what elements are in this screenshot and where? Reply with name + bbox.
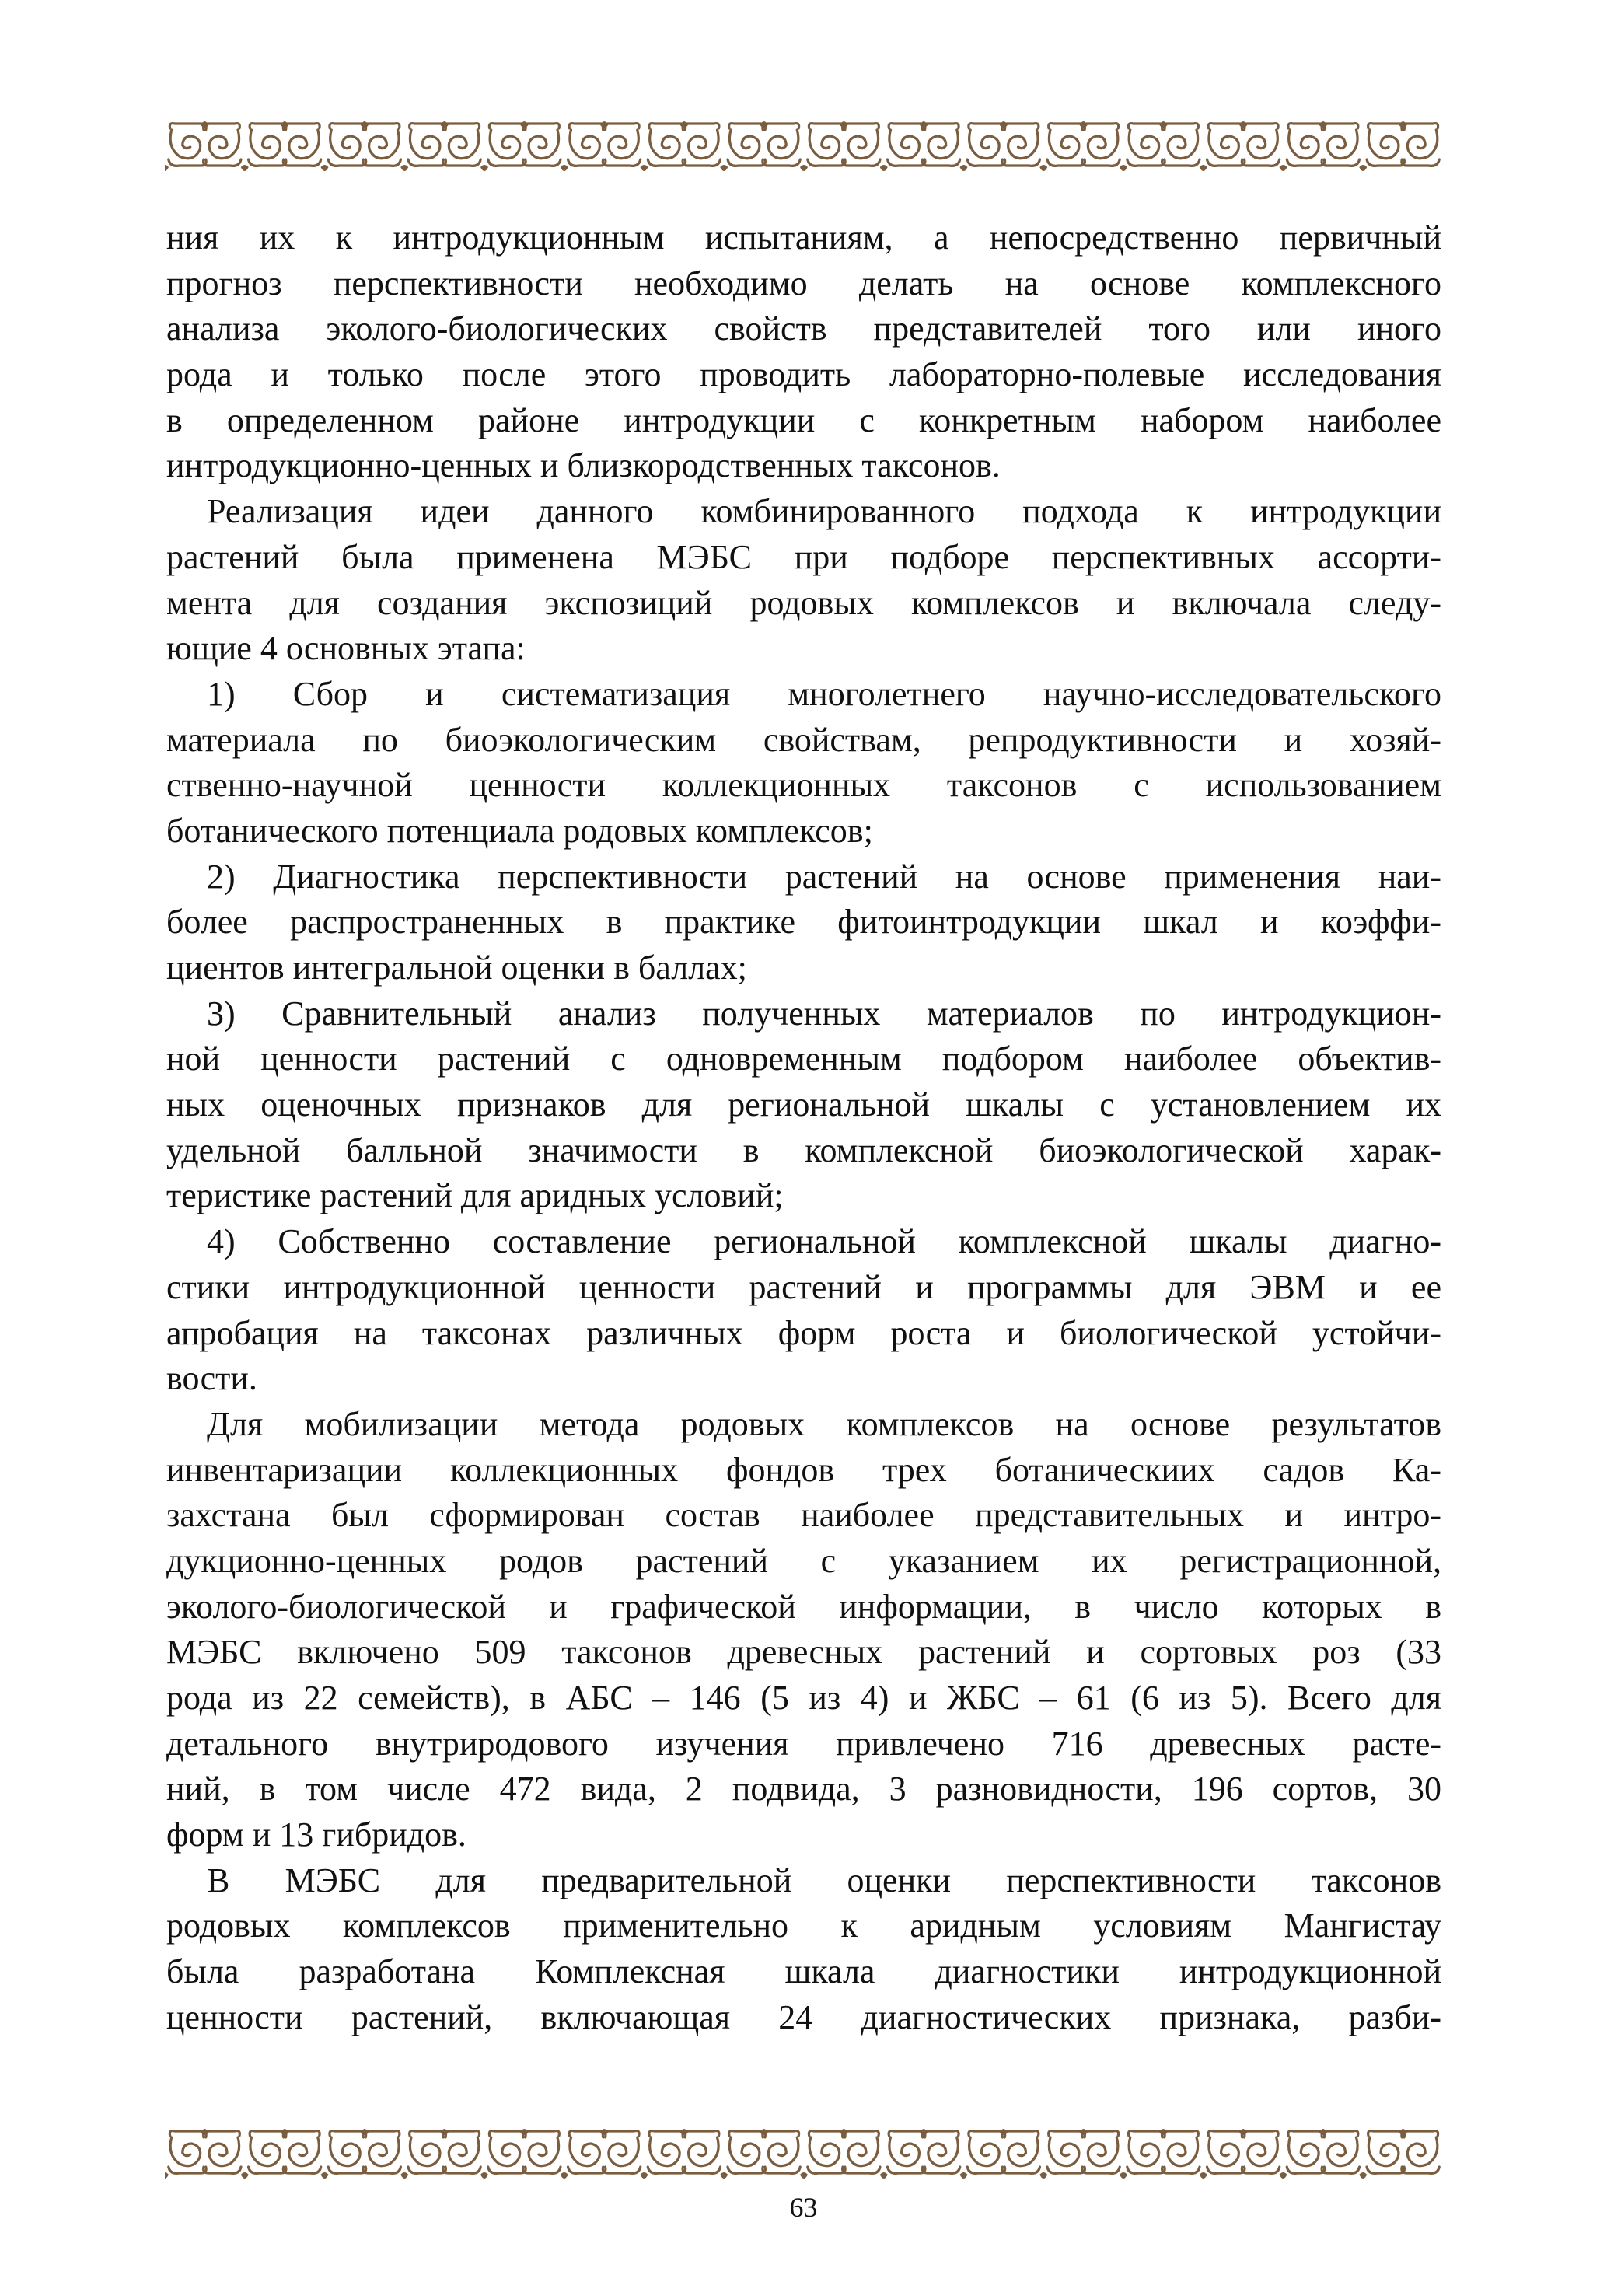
ornament-motif <box>1039 121 1120 171</box>
ornament-motif <box>1200 121 1280 171</box>
ornament-motif <box>641 121 721 171</box>
ornament-motif <box>241 121 321 171</box>
ornament-motif <box>1280 2129 1360 2179</box>
text-line: интродукционно-ценных и близкородственных таксонов. <box>166 446 1001 485</box>
text-line: апробация на таксонах различных форм роста и биологической устойчи- <box>166 1313 1441 1352</box>
text-line: Для мобилизации метода родовых комплексов на основе результатов <box>207 1404 1441 1443</box>
ornament-motif <box>1120 121 1200 171</box>
ornament-motif <box>1280 121 1360 171</box>
text-line: захстана был сформирован состав наиболее представительных и интро- <box>166 1496 1441 1535</box>
ornament-motif <box>800 121 880 171</box>
ornament-motif <box>1359 121 1439 171</box>
text-line: ботанического потенциала родовых комплексов; <box>166 811 873 850</box>
text-line: ний, в том числе 472 вида, 2 подвида, 3 разновидности, 196 сортов, 30 <box>166 1770 1441 1808</box>
text-line: ющие 4 основных этапа: <box>166 629 526 668</box>
ornament-motif <box>880 2129 960 2179</box>
ornament-motif <box>960 121 1040 171</box>
text-line: мента для создания экспозиций родовых комплексов и включала следу- <box>166 583 1441 622</box>
text-line: удельной балльной значимости в комплексной биоэкологической харак- <box>166 1131 1441 1169</box>
text-line: ценности растений, включающая 24 диагностических признака, разби- <box>166 1997 1441 2036</box>
text-line: прогноз перспективности необходимо делать на основе комплексного <box>166 264 1441 302</box>
text-line: 3) Сравнительный анализ полученных материалов по интродукцион- <box>207 994 1441 1033</box>
text-line: форм и 13 гибридов. <box>166 1815 466 1854</box>
ornament-motif <box>720 2129 800 2179</box>
kazakh-scroll-ornament-icon <box>165 119 1443 173</box>
ornament-motif <box>321 121 401 171</box>
ornament-motif <box>1120 2129 1200 2179</box>
ornament-motif <box>1359 2129 1439 2179</box>
ornament-motif <box>321 2129 401 2179</box>
ornament-motif <box>800 2129 880 2179</box>
text-line: В МЭБС для предварительной оценки перспективности таксонов <box>207 1861 1441 1899</box>
ornament-motif <box>165 121 241 171</box>
ornament-motif <box>480 121 561 171</box>
paragraph <box>166 991 1441 1219</box>
text-line: анализа эколого-биологических свойств представителей того или иного <box>166 309 1441 348</box>
paragraph <box>166 672 1441 854</box>
text-line: ственно-научной ценности коллекционных таксонов с использованием <box>166 766 1441 805</box>
text-line: вости. <box>166 1359 257 1398</box>
text-line: 4) Собственно составление региональной комплексной шкалы диагно- <box>207 1222 1441 1261</box>
text-line: теристике растений для аридных условий; <box>166 1176 784 1215</box>
ornament-motif <box>165 2129 241 2179</box>
kazakh-scroll-ornament-icon <box>165 2127 1443 2181</box>
text-line: дукционно-ценных родов растений с указанием их регистрационной, <box>166 1541 1441 1580</box>
text-line: растений была применена МЭБС при подборе перспективных ассорти- <box>166 537 1441 576</box>
paragraph <box>166 854 1441 991</box>
ornament-motif <box>880 121 960 171</box>
text-line: рода и только после этого проводить лабораторно-полевые исследования <box>166 355 1441 394</box>
paragraph <box>166 1858 1441 2041</box>
text-line: детального внутриродового изучения привлечено 716 древесных расте- <box>166 1724 1441 1763</box>
paragraph <box>166 1219 1441 1402</box>
page-number: 63 <box>789 2192 818 2223</box>
ornament-motif <box>400 121 480 171</box>
ornament-motif <box>400 2129 480 2179</box>
paragraph <box>166 215 1441 489</box>
text-line: рода из 22 семейств), в АБС – 146 (5 из 4) и ЖБС – 61 (6 из 5). Всего для <box>166 1679 1441 1717</box>
ornament-motif <box>720 121 800 171</box>
ornament-border-top <box>165 119 1443 173</box>
ornament-motif <box>561 121 641 171</box>
text-line: ния их к интродукционным испытаниям, а непосредственно первичный <box>166 218 1441 257</box>
ornament-motif <box>641 2129 721 2179</box>
ornament-motif <box>480 2129 561 2179</box>
paragraph <box>166 1402 1441 1858</box>
ornament-border-bottom <box>165 2127 1443 2181</box>
text-line: была разработана Комплексная шкала диагностики интродукционной <box>166 1952 1441 1991</box>
text-line: ной ценности растений с одновременным подбором наиболее объектив- <box>166 1040 1441 1078</box>
text-line: инвентаризации коллекционных фондов трех ботаническиих садов Ка- <box>166 1450 1441 1489</box>
ornament-motif <box>960 2129 1040 2179</box>
body-text <box>166 215 1441 2041</box>
text-line: эколого-биологической и графической информации, в число которых в <box>166 1587 1441 1626</box>
text-line: в определенном районе интродукции с конкретным набором наиболее <box>166 400 1441 439</box>
text-line: родовых комплексов применительно к аридным условиям Мангистау <box>166 1906 1441 1945</box>
text-line: материала по биоэкологическим свойствам, репродуктивности и хозяй- <box>166 720 1441 759</box>
paragraph <box>166 489 1441 672</box>
text-line: 2) Диагностика перспективности растений на основе применения наи- <box>207 857 1441 896</box>
text-line: более распространенных в практике фитоинтродукции шкал и коэффи- <box>166 903 1441 942</box>
ornament-motif <box>1200 2129 1280 2179</box>
text-line: ных оценочных признаков для региональной шкалы с установлением их <box>166 1085 1441 1124</box>
ornament-motif <box>241 2129 321 2179</box>
text-line: Реализация идеи данного комбинированного подхода к интродукции <box>207 492 1441 531</box>
ornament-motif <box>1039 2129 1120 2179</box>
ornament-motif <box>561 2129 641 2179</box>
text-line: циентов интегральной оценки в баллах; <box>166 949 747 987</box>
text-line: 1) Сбор и систематизация многолетнего научно-исследовательского <box>207 674 1441 713</box>
text-line: МЭБС включено 509 таксонов древесных растений и сортовых роз (33 <box>166 1633 1441 1672</box>
text-line: стики интродукционной ценности растений и программы для ЭВМ и ее <box>166 1267 1441 1306</box>
